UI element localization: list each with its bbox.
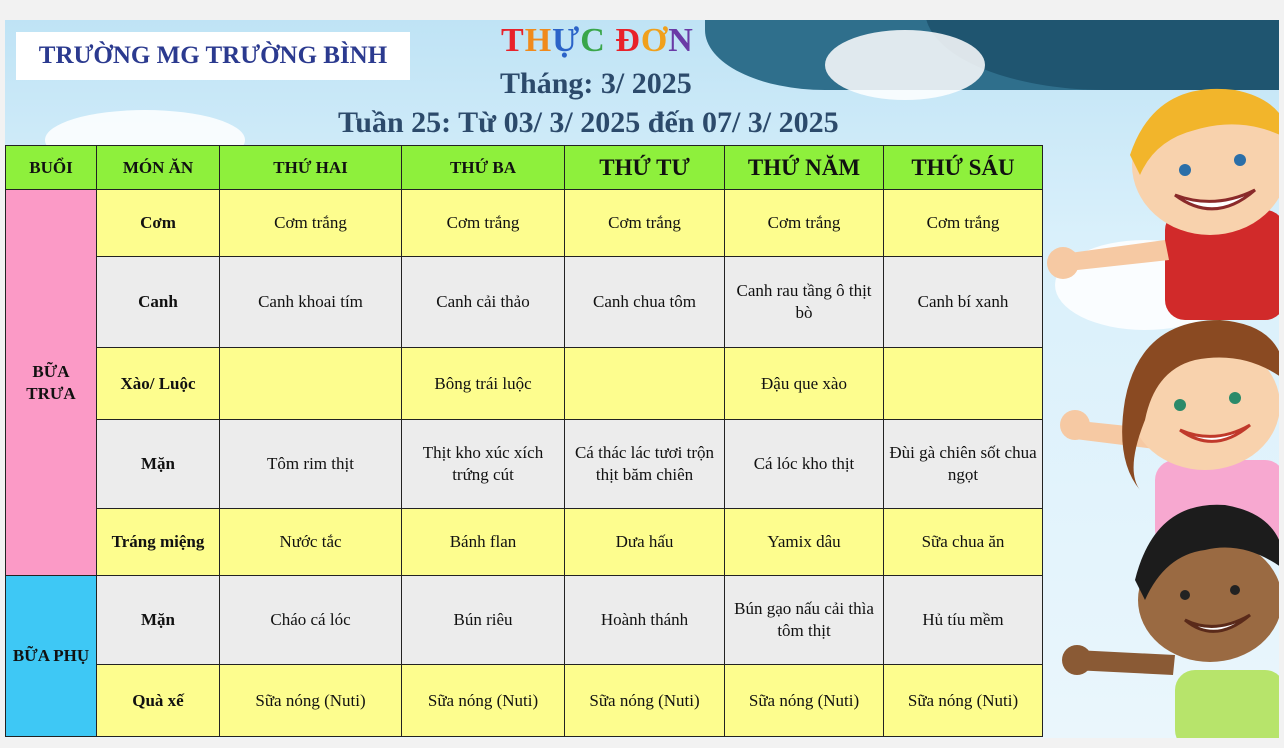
table-row [6, 665, 1043, 737]
session-lunch: BỮA TRƯA [6, 190, 97, 576]
title-letter: Ơ [640, 22, 669, 59]
table-cell: Cá lóc kho thịt [725, 420, 884, 509]
table-cell: Canh bí xanh [884, 257, 1043, 348]
title-letter [606, 22, 616, 59]
table-row [6, 420, 1043, 509]
table-cell: Thịt kho xúc xích trứng cút [402, 420, 565, 509]
table-row [6, 509, 1043, 576]
col-header-wednesday: THỨ TƯ [565, 146, 725, 190]
table-cell [220, 348, 402, 420]
school-name: TRƯỜNG MG TRƯỜNG BÌNH [16, 32, 410, 80]
session-snack: BỮA PHỤ [6, 576, 97, 737]
table-cell [565, 348, 725, 420]
table-cell: Sữa chua ăn [884, 509, 1043, 576]
dish-name: Mặn [97, 576, 220, 665]
col-header-friday: THỨ SÁU [884, 146, 1043, 190]
table-cell: Sữa nóng (Nuti) [565, 665, 725, 737]
table-cell: Sữa nóng (Nuti) [220, 665, 402, 737]
table-cell: Bún gạo nấu cải thìa tôm thịt [725, 576, 884, 665]
dish-name: Cơm [97, 190, 220, 257]
table-cell: Yamix dâu [725, 509, 884, 576]
table-cell: Canh cải thảo [402, 257, 565, 348]
col-header-tuesday: THỨ BA [402, 146, 565, 190]
dish-name: Tráng miệng [97, 509, 220, 576]
table-cell: Hủ tíu mềm [884, 576, 1043, 665]
table-cell: Cơm trắng [220, 190, 402, 257]
table-cell: Cơm trắng [884, 190, 1043, 257]
table-cell [884, 348, 1043, 420]
title-letter: C [580, 22, 606, 59]
table-cell: Bún riêu [402, 576, 565, 665]
table-row [6, 576, 1043, 665]
boy-dark-illustration [1062, 505, 1279, 738]
table-cell: Canh khoai tím [220, 257, 402, 348]
title-letter: Đ [615, 22, 641, 59]
cloud [825, 30, 985, 100]
dish-name: Quà xế [97, 665, 220, 737]
table-cell: Cơm trắng [725, 190, 884, 257]
table-row [6, 348, 1043, 420]
table-cell: Canh chua tôm [565, 257, 725, 348]
table-cell: Bánh flan [402, 509, 565, 576]
table-cell: Canh rau tầng ô thịt bò [725, 257, 884, 348]
table-cell: Đùi gà chiên sốt chua ngọt [884, 420, 1043, 509]
title-letter: N [668, 22, 694, 59]
col-header-session: BUỔI [6, 146, 97, 190]
menu-table [5, 145, 1043, 737]
table-cell: Cơm trắng [565, 190, 725, 257]
dish-name: Mặn [97, 420, 220, 509]
children-illustration [1045, 60, 1279, 738]
dish-name: Xào/ Luộc [97, 348, 220, 420]
boy-blond-illustration [1047, 89, 1279, 320]
title-letter: T [501, 22, 525, 59]
table-cell: Tôm rim thịt [220, 420, 402, 509]
table-cell: Nước tắc [220, 509, 402, 576]
title-letter: Ự [552, 22, 581, 59]
table-cell: Sữa nóng (Nuti) [884, 665, 1043, 737]
dish-name: Canh [97, 257, 220, 348]
menu-title [501, 22, 694, 60]
col-header-dish: MÓN ĂN [97, 146, 220, 190]
menu-week: Tuần 25: Từ 03/ 3/ 2025 đến 07/ 3/ 2025 [338, 106, 839, 139]
table-row [6, 257, 1043, 348]
menu-poster [5, 20, 1279, 738]
col-header-monday: THỨ HAI [220, 146, 402, 190]
table-cell: Sữa nóng (Nuti) [725, 665, 884, 737]
menu-month: Tháng: 3/ 2025 [500, 67, 692, 100]
table-row [6, 190, 1043, 257]
table-cell: Sữa nóng (Nuti) [402, 665, 565, 737]
col-header-thursday: THỨ NĂM [725, 146, 884, 190]
table-cell: Cơm trắng [402, 190, 565, 257]
table-cell: Dưa hấu [565, 509, 725, 576]
title-letter: H [524, 22, 553, 59]
table-cell: Hoành thánh [565, 576, 725, 665]
table-cell: Đậu que xào [725, 348, 884, 420]
table-cell: Bông trái luộc [402, 348, 565, 420]
table-cell: Cháo cá lóc [220, 576, 402, 665]
table-cell: Cá thác lác tươi trộn thịt băm chiên [565, 420, 725, 509]
table-header-row [6, 146, 1043, 190]
